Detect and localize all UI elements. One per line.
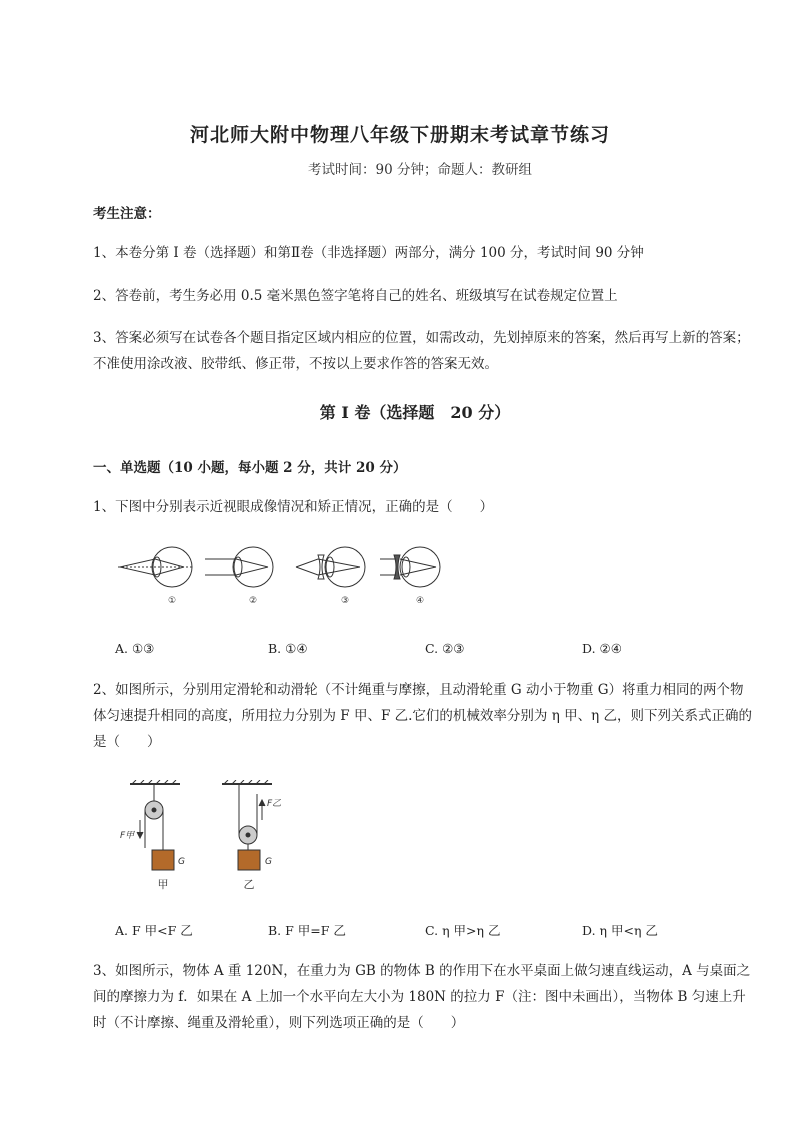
eye-label-4: ④ [415,596,425,606]
q1-option-a[interactable]: A. ①③ [115,641,155,656]
pulley-diagram-figure [110,780,310,895]
weight-label-right: G [265,857,272,867]
q1-option-b[interactable]: B. ①④ [268,641,308,656]
question-3-stem: 3、如图所示，物体 A 重 120N，在重力为 GB 的物体 B 的作用下在水平桌面上做匀速直线运动，A 与桌面之间的摩擦力为 f．如果在 A 上加一个水平向左大小为 180N 的拉力 F（注：图中未画出），当物体 B 匀速上升时（不计摩擦、绳重及滑轮重），则下列选项正确的是（ ） [93,963,751,1031]
figure-label-jia: 甲 [157,878,169,891]
eye-diagram-3 [296,547,365,587]
q2-option-a[interactable]: A. F 甲<F 乙 [115,923,193,938]
notice-heading: 考生注意： [93,206,161,222]
eye-diagram-1 [118,547,192,587]
notice-item-2: 2、答卷前，考生务必用 0.5 毫米黑色签字笔将自己的姓名、班级填写在试卷规定位置上 [93,288,618,304]
block-left [152,850,174,870]
weight-label-left: G [178,857,185,867]
force-label-jia: F甲 [120,831,135,841]
eye-label-3: ③ [340,596,350,606]
q2-option-d[interactable]: D. η 甲<η 乙 [582,923,658,938]
figure-label-yi: 乙 [243,878,255,891]
force-label-yi: F乙 [267,799,282,809]
page-title: 河北师大附中物理八年级下册期末考试章节练习 [189,124,610,146]
movable-pulley [222,780,272,850]
eye-label-2: ② [248,596,258,606]
eye-diagram-2 [205,547,273,587]
q1-option-c[interactable]: C. ②③ [425,641,465,656]
block-right [238,850,260,870]
q2-option-c[interactable]: C. η 甲>η 乙 [425,923,501,938]
question-group-title: 一、单选题（10 小题，每小题 2 分，共计 20 分） [93,460,407,476]
eye-label-1: ① [167,596,177,606]
exam-info: 考试时间：90 分钟；命题人：教研组 [308,162,532,178]
q2-option-b[interactable]: B. F 甲=F 乙 [268,923,346,938]
eye-diagram-figure [110,545,450,610]
question-2-stem: 2、如图所示，分别用定滑轮和动滑轮（不计绳重与摩擦，且动滑轮重 G 动小于物重 G）将重力相同的两个物体匀速提升相同的高度，所用拉力分别为 F 甲、F 乙.它们的机械效率分别为 η 甲、η 乙，则下列关系式正确的是（ ） [93,682,752,750]
section-title: 第 I 卷（选择题 20 分） [319,403,511,422]
eye-diagram-4 [380,547,440,587]
notice-item-1: 1、本卷分第 I 卷（选择题）和第Ⅱ卷（非选择题）两部分，满分 100 分，考试时间 90 分钟 [93,245,644,261]
q1-option-d[interactable]: D. ②④ [582,641,622,656]
question-1-stem: 1、下图中分别表示近视眼成像情况和矫正情况，正确的是（ ） [93,499,494,515]
notice-item-3: 3、答案必须写在试卷各个题目指定区域内相应的位置，如需改动，先划掉原来的答案，然后再写上新的答案；不准使用涂改液、胶带纸、修正带，不按以上要求作答的答案无效。 [93,330,750,372]
fixed-pulley [130,780,180,850]
